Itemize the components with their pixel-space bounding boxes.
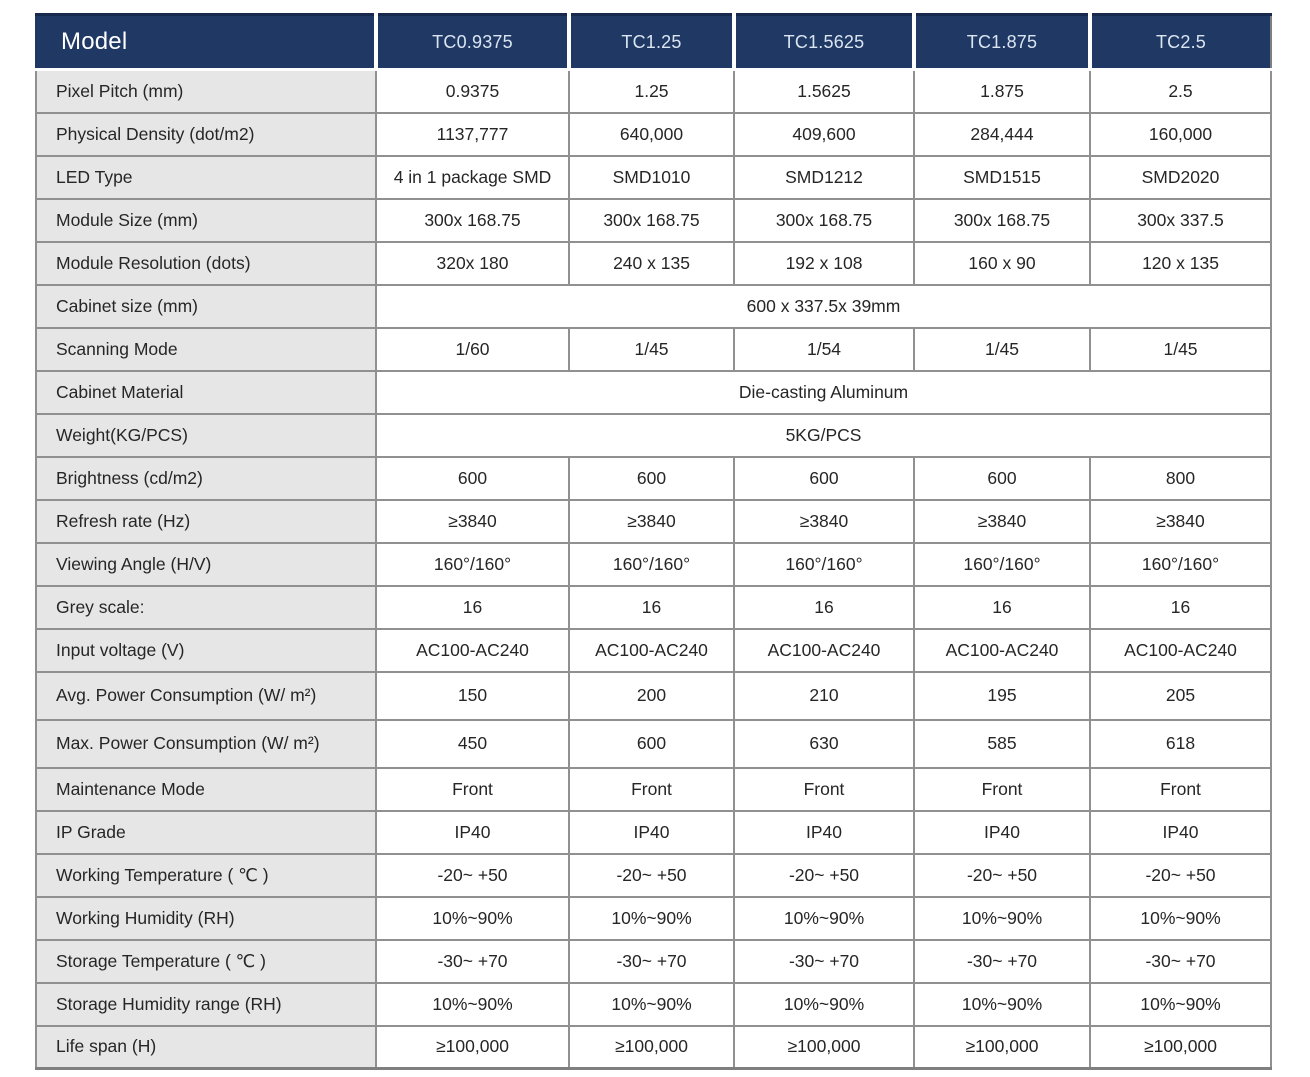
table-row: [36, 983, 1271, 1026]
spec-value-cell: IP40: [376, 811, 569, 854]
spec-value-cell: 600: [569, 720, 734, 768]
spec-value-cell: 10%~90%: [914, 983, 1090, 1026]
row-label-cell: Grey scale:: [36, 586, 376, 629]
column-header-tc125: TC1.25: [569, 15, 734, 70]
row-label-cell: Working Humidity (RH): [36, 897, 376, 940]
spec-value-cell: 150: [376, 672, 569, 720]
column-header-tc25: TC2.5: [1090, 15, 1271, 70]
spec-value-cell: 16: [734, 586, 914, 629]
spec-value-cell: 240 x 135: [569, 242, 734, 285]
spec-value-cell: 10%~90%: [734, 983, 914, 1026]
row-label-cell: Viewing Angle (H/V): [36, 543, 376, 586]
table-row: [36, 586, 1271, 629]
spec-value-cell: -30~ +70: [734, 940, 914, 983]
spec-value-cell: 320x 180: [376, 242, 569, 285]
spec-value-cell: 10%~90%: [569, 983, 734, 1026]
spec-value-cell: -20~ +50: [914, 854, 1090, 897]
spec-value-cell: 600: [734, 457, 914, 500]
spec-value-cell: 300x 168.75: [734, 199, 914, 242]
table-row: [36, 113, 1271, 156]
spec-value-cell: IP40: [1090, 811, 1271, 854]
spec-value-cell: -20~ +50: [376, 854, 569, 897]
spec-value-cell: Front: [569, 768, 734, 811]
spec-value-cell: 160°/160°: [734, 543, 914, 586]
table-row: [36, 811, 1271, 854]
row-label-cell: Life span (H): [36, 1026, 376, 1069]
spec-value-cell: AC100-AC240: [376, 629, 569, 672]
spec-value-cell: 1.5625: [734, 70, 914, 113]
spec-value-cell: Front: [376, 768, 569, 811]
spec-value-cell: AC100-AC240: [569, 629, 734, 672]
spec-value-cell: 120 x 135: [1090, 242, 1271, 285]
table-row: [36, 156, 1271, 199]
spec-value-cell: 640,000: [569, 113, 734, 156]
row-label-cell: Cabinet Material: [36, 371, 376, 414]
spec-value-cell: -30~ +70: [569, 940, 734, 983]
spec-value-cell: 192 x 108: [734, 242, 914, 285]
row-label-cell: Weight(KG/PCS): [36, 414, 376, 457]
spec-value-cell: 200: [569, 672, 734, 720]
table-row: [36, 1026, 1271, 1069]
spec-value-cell: ≥100,000: [1090, 1026, 1271, 1069]
spec-value-cell: ≥100,000: [914, 1026, 1090, 1069]
table-row: [36, 500, 1271, 543]
column-header-tc15625: TC1.5625: [734, 15, 914, 70]
spec-value-cell: -30~ +70: [914, 940, 1090, 983]
merged-value-cell: 5KG/PCS: [376, 414, 1271, 457]
spec-value-cell: -20~ +50: [569, 854, 734, 897]
spec-value-cell: AC100-AC240: [734, 629, 914, 672]
row-label-cell: Physical Density (dot/m2): [36, 113, 376, 156]
table-row: [36, 457, 1271, 500]
spec-value-cell: ≥3840: [914, 500, 1090, 543]
spec-value-cell: ≥3840: [569, 500, 734, 543]
table-row: [36, 414, 1271, 457]
spec-value-cell: 16: [569, 586, 734, 629]
spec-value-cell: AC100-AC240: [1090, 629, 1271, 672]
spec-value-cell: 10%~90%: [914, 897, 1090, 940]
merged-value-cell: Die-casting Aluminum: [376, 371, 1271, 414]
table-row: [36, 768, 1271, 811]
spec-value-cell: 160 x 90: [914, 242, 1090, 285]
spec-value-cell: 16: [914, 586, 1090, 629]
spec-value-cell: 4 in 1 package SMD: [376, 156, 569, 199]
table-row: [36, 199, 1271, 242]
spec-value-cell: 1/60: [376, 328, 569, 371]
table-row: [36, 897, 1271, 940]
spec-value-cell: 16: [376, 586, 569, 629]
spec-value-cell: 630: [734, 720, 914, 768]
table-row: [36, 242, 1271, 285]
spec-value-cell: 1/45: [1090, 328, 1271, 371]
column-header-tc1875: TC1.875: [914, 15, 1090, 70]
table-row: [36, 285, 1271, 328]
spec-value-cell: 618: [1090, 720, 1271, 768]
spec-value-cell: 1.25: [569, 70, 734, 113]
row-label-cell: Module Resolution (dots): [36, 242, 376, 285]
spec-value-cell: SMD1010: [569, 156, 734, 199]
spec-value-cell: 450: [376, 720, 569, 768]
spec-value-cell: SMD1212: [734, 156, 914, 199]
table-row: [36, 720, 1271, 768]
table-row: [36, 672, 1271, 720]
spec-value-cell: 160°/160°: [914, 543, 1090, 586]
spec-value-cell: 160°/160°: [376, 543, 569, 586]
row-label-cell: Working Temperature ( ℃ ): [36, 854, 376, 897]
row-label-cell: Module Size (mm): [36, 199, 376, 242]
row-label-cell: Refresh rate (Hz): [36, 500, 376, 543]
spec-value-cell: 2.5: [1090, 70, 1271, 113]
row-label-cell: Avg. Power Consumption (W/ m²): [36, 672, 376, 720]
spec-value-cell: 10%~90%: [1090, 983, 1271, 1026]
column-header-tc09375: TC0.9375: [376, 15, 569, 70]
spec-value-cell: AC100-AC240: [914, 629, 1090, 672]
spec-value-cell: 0.9375: [376, 70, 569, 113]
spec-value-cell: 1.875: [914, 70, 1090, 113]
table-row: [36, 629, 1271, 672]
spec-value-cell: -30~ +70: [376, 940, 569, 983]
spec-value-cell: 800: [1090, 457, 1271, 500]
spec-value-cell: 1/54: [734, 328, 914, 371]
spec-value-cell: ≥3840: [734, 500, 914, 543]
spec-value-cell: 600: [914, 457, 1090, 500]
spec-value-cell: SMD1515: [914, 156, 1090, 199]
spec-value-cell: 10%~90%: [376, 983, 569, 1026]
spec-value-cell: 210: [734, 672, 914, 720]
table-row: [36, 854, 1271, 897]
led-spec-table: [35, 13, 1272, 1070]
spec-value-cell: 1137,777: [376, 113, 569, 156]
spec-value-cell: ≥100,000: [569, 1026, 734, 1069]
spec-value-cell: 195: [914, 672, 1090, 720]
row-label-cell: Maintenance Mode: [36, 768, 376, 811]
row-label-cell: Pixel Pitch (mm): [36, 70, 376, 113]
spec-value-cell: ≥3840: [376, 500, 569, 543]
spec-value-cell: Front: [1090, 768, 1271, 811]
spec-value-cell: Front: [734, 768, 914, 811]
header-row: [36, 15, 1271, 70]
spec-value-cell: IP40: [569, 811, 734, 854]
row-label-cell: Max. Power Consumption (W/ m²): [36, 720, 376, 768]
table-row: [36, 940, 1271, 983]
spec-value-cell: 205: [1090, 672, 1271, 720]
table-row: [36, 70, 1271, 113]
spec-value-cell: 284,444: [914, 113, 1090, 156]
spec-value-cell: -20~ +50: [734, 854, 914, 897]
spec-value-cell: 300x 168.75: [569, 199, 734, 242]
spec-value-cell: SMD2020: [1090, 156, 1271, 199]
spec-value-cell: 300x 337.5: [1090, 199, 1271, 242]
row-label-cell: IP Grade: [36, 811, 376, 854]
spec-value-cell: 10%~90%: [376, 897, 569, 940]
spec-value-cell: Front: [914, 768, 1090, 811]
spec-value-cell: 160°/160°: [569, 543, 734, 586]
spec-value-cell: -20~ +50: [1090, 854, 1271, 897]
spec-value-cell: 409,600: [734, 113, 914, 156]
spec-value-cell: 300x 168.75: [914, 199, 1090, 242]
spec-value-cell: 1/45: [569, 328, 734, 371]
row-label-cell: LED Type: [36, 156, 376, 199]
spec-value-cell: 600: [376, 457, 569, 500]
spec-value-cell: IP40: [914, 811, 1090, 854]
spec-value-cell: 10%~90%: [734, 897, 914, 940]
spec-value-cell: 10%~90%: [569, 897, 734, 940]
spec-value-cell: ≥3840: [1090, 500, 1271, 543]
spec-rows: [36, 70, 1271, 1069]
row-label-cell: Cabinet size (mm): [36, 285, 376, 328]
table-row: [36, 371, 1271, 414]
spec-value-cell: 10%~90%: [1090, 897, 1271, 940]
spec-value-cell: 600: [569, 457, 734, 500]
spec-value-cell: 300x 168.75: [376, 199, 569, 242]
model-header-cell: Model: [36, 15, 376, 70]
spec-value-cell: 585: [914, 720, 1090, 768]
spec-value-cell: ≥100,000: [376, 1026, 569, 1069]
spec-value-cell: 1/45: [914, 328, 1090, 371]
table-row: [36, 543, 1271, 586]
spec-value-cell: 16: [1090, 586, 1271, 629]
row-label-cell: Storage Temperature ( ℃ ): [36, 940, 376, 983]
spec-value-cell: ≥100,000: [734, 1026, 914, 1069]
spec-value-cell: IP40: [734, 811, 914, 854]
table-header: [36, 15, 1271, 70]
row-label-cell: Storage Humidity range (RH): [36, 983, 376, 1026]
row-label-cell: Brightness (cd/m2): [36, 457, 376, 500]
spec-value-cell: 160°/160°: [1090, 543, 1271, 586]
spec-value-cell: 160,000: [1090, 113, 1271, 156]
spec-value-cell: -30~ +70: [1090, 940, 1271, 983]
row-label-cell: Scanning Mode: [36, 328, 376, 371]
merged-value-cell: 600 x 337.5x 39mm: [376, 285, 1271, 328]
row-label-cell: Input voltage (V): [36, 629, 376, 672]
table-row: [36, 328, 1271, 371]
